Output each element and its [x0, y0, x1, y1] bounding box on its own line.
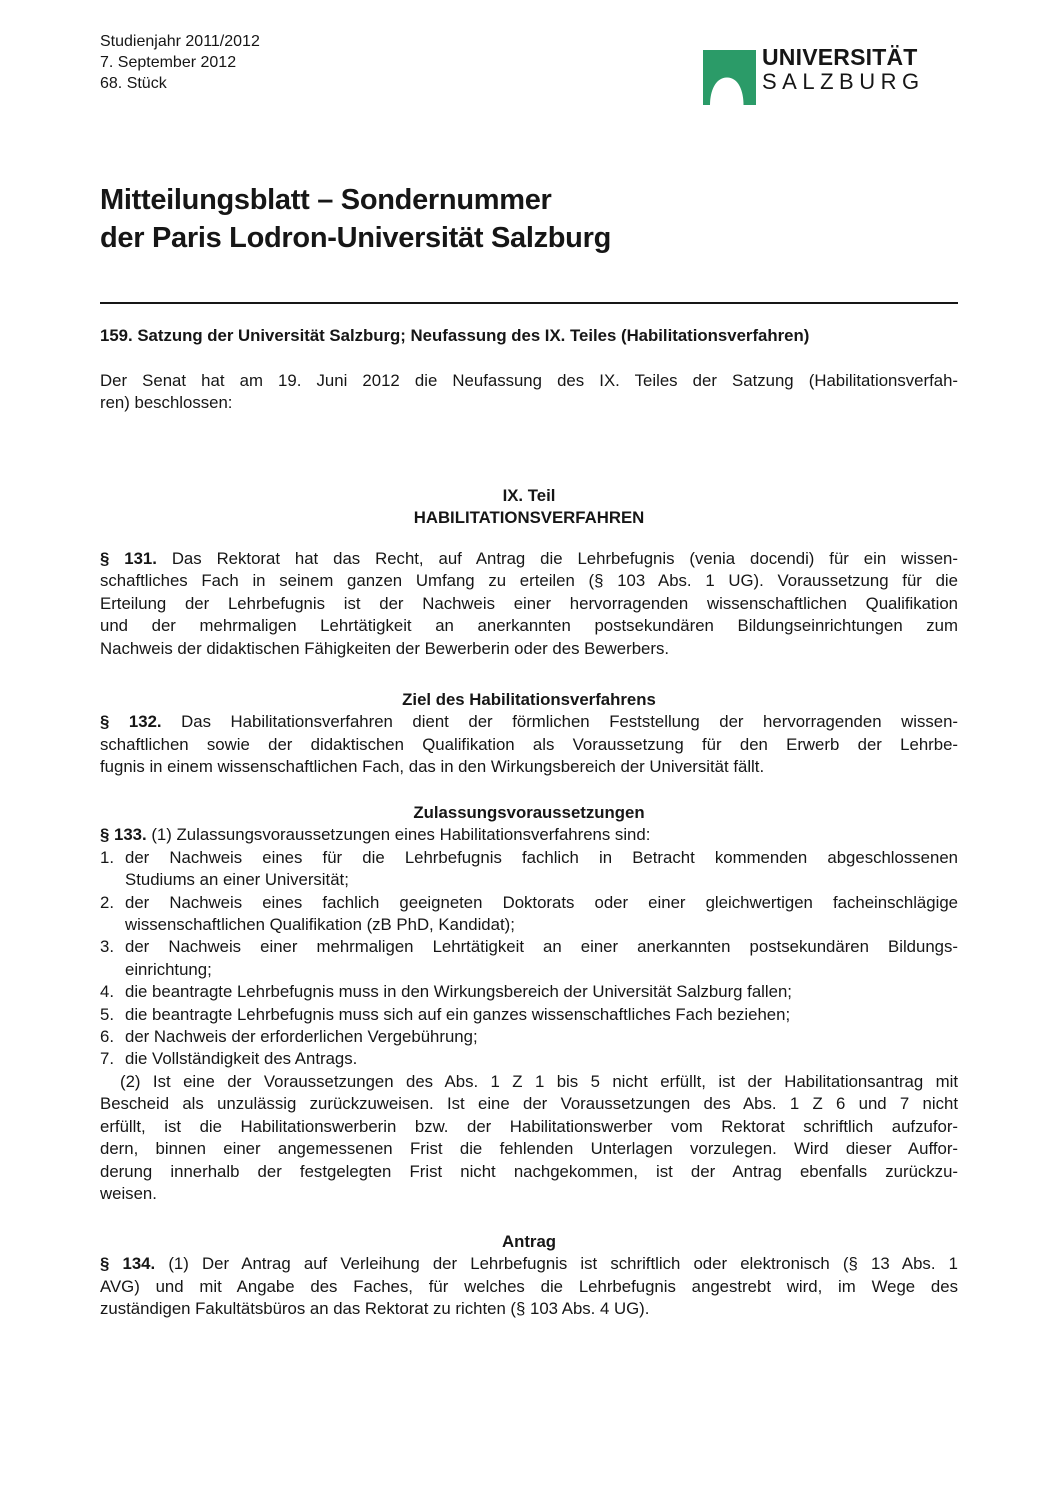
p132-line-1: [100, 711, 958, 733]
p134-lead: § 134.: [100, 1254, 156, 1274]
p134-line-2: AVG) und mit Angabe des Faches, für welches die Lehrbefugnis angestrebt wird, im Wege des: [100, 1276, 958, 1296]
p133-abs2-line-4: dern, binnen einer angemessenen Frist die fehlenden Unterlagen vorzulegen. Wird dieser Auffor-: [100, 1139, 958, 1159]
list-item-4-line-1: [100, 981, 958, 1003]
logo-word-universitat: UNIVERSITÄT: [762, 44, 918, 70]
issue-header-date: 7. September 2012: [100, 54, 237, 71]
p133-intro-line: [100, 824, 958, 846]
part-heading-line-2: HABILITATIONSVERFAHREN: [413, 508, 645, 528]
issue-header-year: Studienjahr 2011/2012: [100, 33, 260, 50]
logo-word-salzburg: SALZBURG: [762, 69, 925, 94]
p134-line-3: zuständigen Fakultätsbüros an das Rektorat zu richten (§ 103 Abs. 4 UG).: [100, 1299, 650, 1319]
p133-intro-text: (1) Zulassungsvoraussetzungen eines Habilitationsverfahrens sind:: [146, 825, 651, 845]
p134-line-1-text: (1) Der Antrag auf Verleihung der Lehrbefugnis ist schriftlich oder elektronisch (§ 13 Abs. 1: [155, 1254, 958, 1274]
salzburg-dome-icon: [703, 50, 756, 105]
page-title-line-1: Mitteilungsblatt – Sondernummer: [100, 184, 552, 216]
section-heading-159: 159. Satzung der Universität Salzburg; Neufassung des IX. Teiles (Habilitationsverfahren): [100, 326, 810, 345]
section-zulassung: [100, 802, 958, 1205]
intro-line-2: ren) beschlossen:: [100, 393, 233, 413]
list-item-6-line-1: [100, 1026, 958, 1048]
p131-lead: § 131.: [100, 549, 157, 568]
zulassung-heading: Zulassungsvoraussetzungen: [413, 803, 645, 822]
p131-line-5: Nachweis der didaktischen Fähigkeiten der Bewerberin oder des Bewerbers.: [100, 638, 669, 658]
p133-abs2-line-2: Bescheid als unzulässig zurückzuweisen. Ist eine der Voraussetzungen des Abs. 1 Z 6 und 7 nicht: [100, 1094, 958, 1114]
list-item-3-line-1: [100, 936, 958, 958]
issue-header-number: 68. Stück: [100, 75, 167, 92]
list-item-4-text: die beantragte Lehrbefugnis muss in den Wirkungsbereich der Universität Salzburg fallen;: [125, 982, 792, 1002]
p132-line-1-text: Das Habilitationsverfahren dient der förmlichen Feststellung der hervorragenden wissen-: [161, 712, 958, 732]
list-item-7-line-1: [100, 1048, 958, 1070]
title-divider-rule: [100, 302, 958, 304]
p133-lead: § 133.: [100, 825, 147, 845]
p131-line-1-text: Das Rektorat hat das Recht, auf Antrag die Lehrbefugnis (venia docendi) für ein wissen-: [156, 549, 958, 568]
section-antrag: [100, 1231, 958, 1321]
p133-abs2-line-1: (2) Ist eine der Voraussetzungen des Abs. 1 Z 1 bis 5 nicht erfüllt, ist der Habilitationsantrag mit: [120, 1071, 958, 1091]
p133-abs2-line-5: derung innerhalb der festgelegten Frist nicht nachgekommen, ist der Antrag ebenfalls zurückzu-: [100, 1161, 958, 1181]
section-ziel: [100, 689, 958, 779]
p132-line-2: schaftlichen sowie der didaktischen Qualifikation als Voraussetzung für den Erwerb der Lehrbe-: [100, 734, 958, 754]
p134-line-1: [100, 1253, 958, 1275]
page-title: [100, 181, 611, 257]
intro-line-1: Der Senat hat am 19. Juni 2012 die Neufassung des IX. Teiles der Satzung (Habilitationsverfah-: [100, 371, 958, 390]
list-item-7-number: 7.: [100, 1049, 114, 1069]
ziel-heading: Ziel des Habilitationsverfahrens: [402, 690, 656, 709]
list-item-5-text: die beantragte Lehrbefugnis muss sich auf ein ganzes wissenschaftliches Fach beziehen;: [125, 1004, 791, 1024]
page-title-line-2: der Paris Lodron-Universität Salzburg: [100, 222, 611, 254]
part-heading: [100, 485, 958, 530]
list-item-1-text: der Nachweis eines für die Lehrbefugnis fachlich in Betracht kommenden abgeschlossenen: [125, 847, 958, 867]
logo-wordmark: [762, 46, 925, 105]
p133-abs2-line-6: weisen.: [100, 1183, 157, 1203]
list-item-2-line-2: wissenschaftlichen Qualifikation (zB PhD, Kandidat);: [125, 915, 515, 935]
list-item-3-text: der Nachweis einer mehrmaligen Lehrtätigkeit an einer anerkannten postsekundären Bildungs-: [125, 937, 958, 957]
university-salzburg-logo: [703, 44, 925, 105]
list-item-3-line-2: einrichtung;: [125, 959, 212, 979]
list-item-7-text: die Vollständigkeit des Antrags.: [125, 1049, 358, 1069]
p133-abs2-line-3: erfüllt, ist die Habilitationswerberin bzw. der Habilitationswerber vom Rektorat schriftlich aufzufor-: [100, 1116, 958, 1136]
intro-paragraph: [100, 370, 958, 415]
list-item-5-number: 5.: [100, 1004, 114, 1024]
issue-header: [100, 31, 260, 94]
p131-line-4: und der mehrmaligen Lehrtätigkeit an anerkannten postsekundären Bildungseinrichtungen zum: [100, 616, 958, 636]
p132-lead: § 132.: [100, 712, 162, 732]
list-item-6-number: 6.: [100, 1027, 114, 1047]
list-item-1-line-1: [100, 847, 958, 869]
list-item-2-text: der Nachweis eines fachlich geeigneten Doktorats oder einer gleichwertigen facheinschlägige: [125, 892, 958, 912]
antrag-heading: Antrag: [501, 1232, 557, 1251]
p131-line-2: schaftliches Fach in seinem ganzen Umfang zu erteilen (§ 103 Abs. 1 UG). Voraussetzung für die: [100, 571, 958, 591]
list-item-5-line-1: [100, 1004, 958, 1026]
list-item-2-line-1: [100, 892, 958, 914]
list-item-1-line-2: Studiums an einer Universität;: [125, 870, 349, 890]
list-item-6-text: der Nachweis der erforderlichen Vergebührung;: [125, 1027, 478, 1047]
list-item-1-number: 1.: [100, 847, 114, 867]
p131-line-1: [100, 548, 958, 570]
list-item-4-number: 4.: [100, 982, 114, 1002]
list-item-3-number: 3.: [100, 937, 114, 957]
paragraph-131: [100, 548, 958, 660]
part-heading-line-1: IX. Teil: [502, 486, 556, 505]
p132-line-3: fugnis in einem wissenschaftlichen Fach, das in den Wirkungsbereich der Universität fällt.: [100, 757, 765, 777]
list-item-2-number: 2.: [100, 892, 114, 912]
p131-line-3: Erteilung der Lehrbefugnis ist der Nachweis einer hervorragenden wissenschaftlichen Qualifikation: [100, 593, 958, 613]
